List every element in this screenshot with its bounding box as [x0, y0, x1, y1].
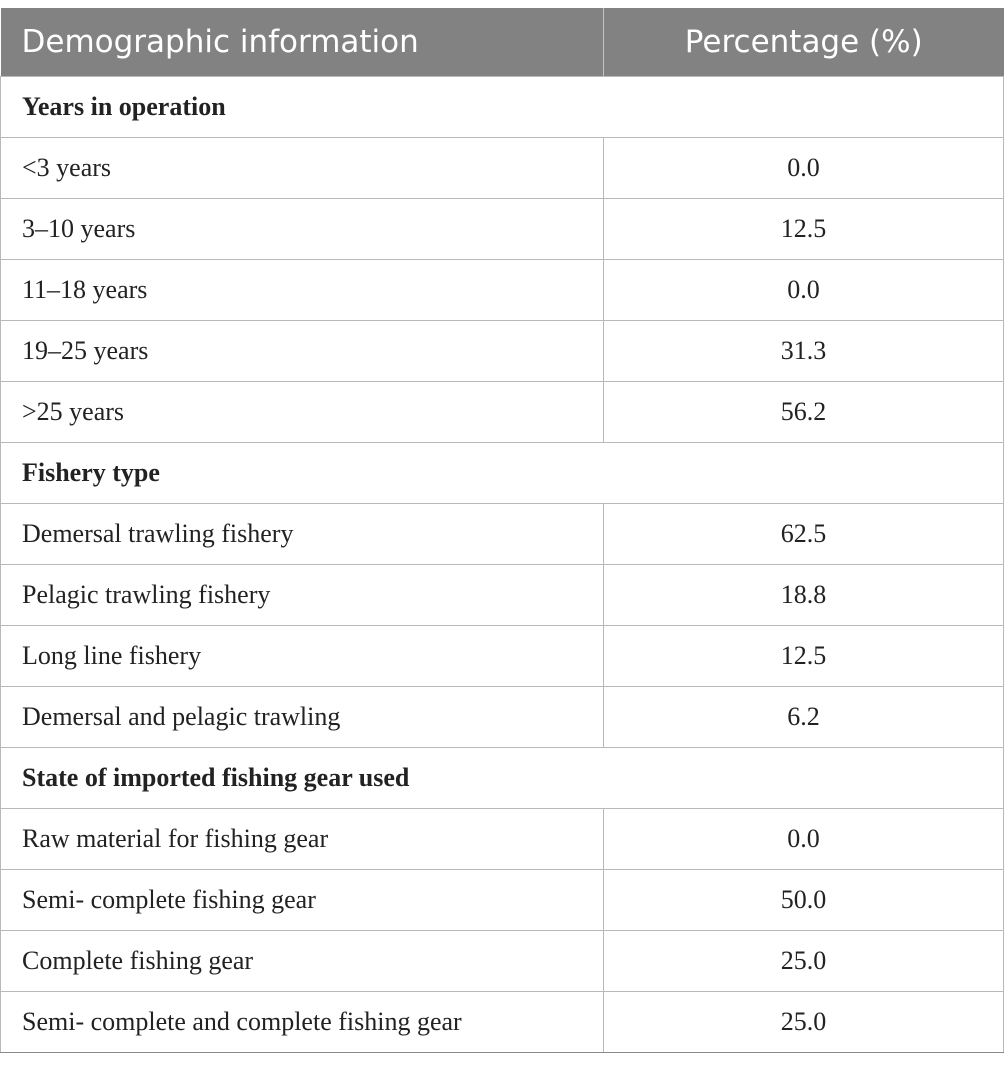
- table-row: [1, 992, 1004, 1053]
- row-value: 25.0: [604, 931, 1004, 992]
- row-label: 3–10 years: [1, 199, 604, 260]
- row-value: 56.2: [604, 382, 1004, 443]
- row-value: 12.5: [604, 626, 1004, 687]
- table-row: [1, 626, 1004, 687]
- table-row: [1, 931, 1004, 992]
- row-label: Complete fishing gear: [1, 931, 604, 992]
- header-percentage: Percentage (%): [604, 8, 1004, 77]
- row-value: 62.5: [604, 504, 1004, 565]
- header-row: [1, 8, 1004, 77]
- section-row: [1, 748, 1004, 809]
- row-label: >25 years: [1, 382, 604, 443]
- table-row: [1, 199, 1004, 260]
- row-value: 6.2: [604, 687, 1004, 748]
- table-row: [1, 687, 1004, 748]
- section-row: [1, 443, 1004, 504]
- row-value: 0.0: [604, 138, 1004, 199]
- table-row: [1, 870, 1004, 931]
- row-value: 0.0: [604, 809, 1004, 870]
- row-value: 0.0: [604, 260, 1004, 321]
- row-value: 18.8: [604, 565, 1004, 626]
- table-row: [1, 138, 1004, 199]
- table-row: [1, 565, 1004, 626]
- row-label: 19–25 years: [1, 321, 604, 382]
- table-row: [1, 809, 1004, 870]
- row-label: Semi- complete and complete fishing gear: [1, 992, 604, 1053]
- section-title: State of imported fishing gear used: [1, 748, 1004, 809]
- table-row: [1, 260, 1004, 321]
- row-value: 25.0: [604, 992, 1004, 1053]
- table-header: [1, 8, 1004, 77]
- row-label: Semi- complete fishing gear: [1, 870, 604, 931]
- section-title: Fishery type: [1, 443, 1004, 504]
- row-value: 12.5: [604, 199, 1004, 260]
- row-value: 50.0: [604, 870, 1004, 931]
- row-label: Pelagic trawling fishery: [1, 565, 604, 626]
- table-row: [1, 321, 1004, 382]
- row-value: 31.3: [604, 321, 1004, 382]
- row-label: Demersal and pelagic trawling: [1, 687, 604, 748]
- section-title: Years in operation: [1, 77, 1004, 138]
- table-row: [1, 504, 1004, 565]
- row-label: Raw material for fishing gear: [1, 809, 604, 870]
- header-demographic-information: Demographic information: [1, 8, 604, 77]
- section-row: [1, 77, 1004, 138]
- row-label: <3 years: [1, 138, 604, 199]
- demographic-table: [0, 8, 1004, 1053]
- row-label: Long line fishery: [1, 626, 604, 687]
- row-label: 11–18 years: [1, 260, 604, 321]
- table-body: [1, 77, 1004, 1053]
- row-label: Demersal trawling fishery: [1, 504, 604, 565]
- table-row: [1, 382, 1004, 443]
